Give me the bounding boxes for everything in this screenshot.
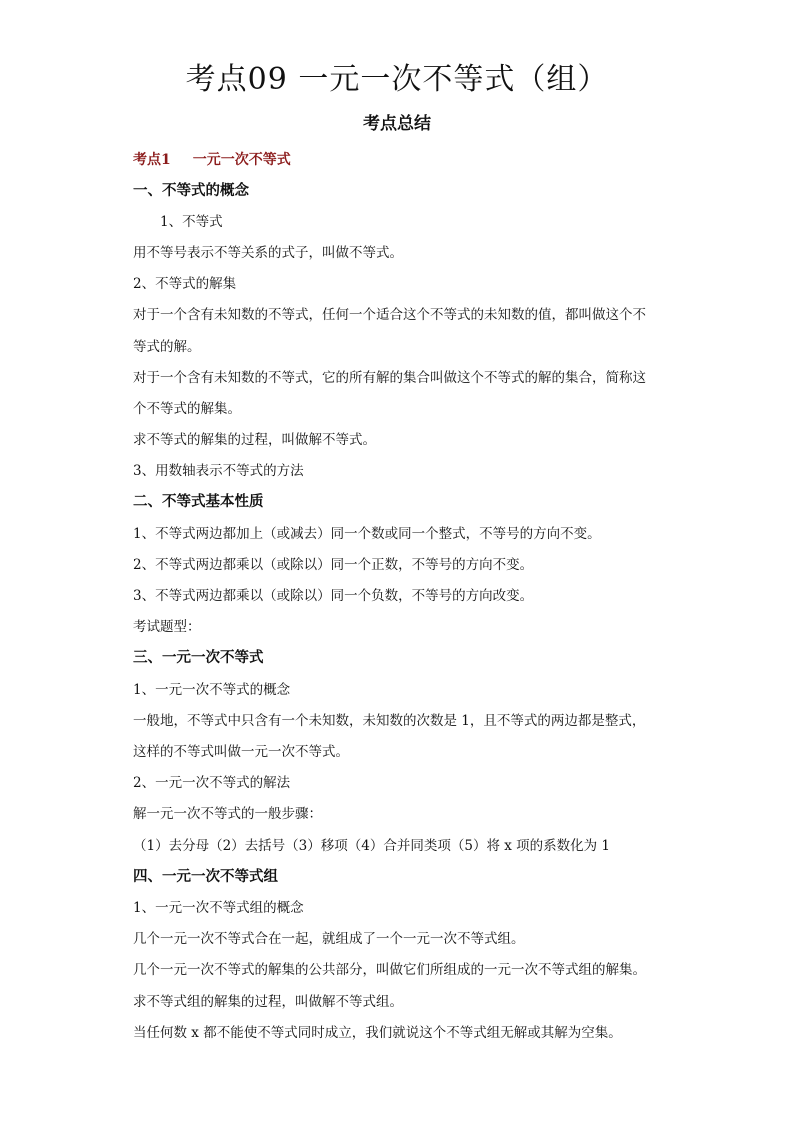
paragraph: 解一元一次不等式的一般步骤： (133, 806, 322, 822)
subsection-linear-concept: 1、一元一次不等式的概念 (133, 682, 291, 698)
paragraph: 当任何数 x 都不能使不等式同时成立，我们就说这个不等式组无解或其解为空集。 (133, 1025, 622, 1041)
exam-types-label: 考试题型： (133, 619, 201, 635)
section-heading-system: 四、一元一次不等式组 (133, 868, 278, 885)
topic-number: 考点1 (133, 152, 171, 168)
paragraph: 几个一元一次不等式合在一起，就组成了一个一元一次不等式组。 (133, 931, 525, 947)
section-heading-properties: 二、不等式基本性质 (133, 493, 264, 510)
paragraph: 这样的不等式叫做一元一次不等式。 (133, 744, 349, 760)
paragraph: 个不等式的解集。 (133, 401, 241, 417)
property-item: 3、不等式两边都乘以（或除以）同一个负数，不等号的方向改变。 (133, 588, 534, 604)
document-subtitle: 考点总结 (363, 114, 431, 134)
topic-name: 一元一次不等式 (192, 152, 291, 168)
paragraph: 求不等式的解集的过程，叫做解不等式。 (133, 432, 376, 448)
paragraph: 一般地，不等式中只含有一个未知数，未知数的次数是 1，且不等式的两边都是整式， (133, 713, 646, 729)
subsection-system-concept: 1、一元一次不等式组的概念 (133, 900, 304, 916)
section-heading-linear-inequality: 三、一元一次不等式 (133, 649, 264, 666)
solving-steps: （1）去分母（2）去括号（3）移项（4）合并同类项（5）将 x 项的系数化为 1 (133, 838, 611, 854)
subsection-solution-set: 2、不等式的解集 (133, 276, 237, 292)
paragraph: 对于一个含有未知数的不等式，任何一个适合这个不等式的未知数的值，都叫做这个不 (133, 307, 646, 323)
section-heading-concept: 一、不等式的概念 (133, 182, 249, 199)
paragraph: 几个一元一次不等式的解集的公共部分，叫做它们所组成的一元一次不等式组的解集。 (133, 962, 646, 978)
paragraph: 对于一个含有未知数的不等式，它的所有解的集合叫做这个不等式的解的集合，简称这 (133, 370, 646, 386)
paragraph: 等式的解。 (133, 339, 201, 355)
topic-heading (133, 150, 693, 170)
property-item: 2、不等式两边都乘以（或除以）同一个正数，不等号的方向不变。 (133, 557, 534, 573)
subsection-inequality: 1、不等式 (160, 214, 223, 230)
paragraph: 用不等号表示不等关系的式子，叫做不等式。 (133, 245, 403, 261)
subsection-number-line: 3、用数轴表示不等式的方法 (133, 463, 304, 479)
document-title: 考点09 一元一次不等式（组） (185, 62, 609, 97)
paragraph: 求不等式组的解集的过程，叫做解不等式组。 (133, 994, 403, 1010)
property-item: 1、不等式两边都加上（或减去）同一个数或同一个整式，不等号的方向不变。 (133, 526, 601, 542)
subsection-linear-solving: 2、一元一次不等式的解法 (133, 775, 291, 791)
